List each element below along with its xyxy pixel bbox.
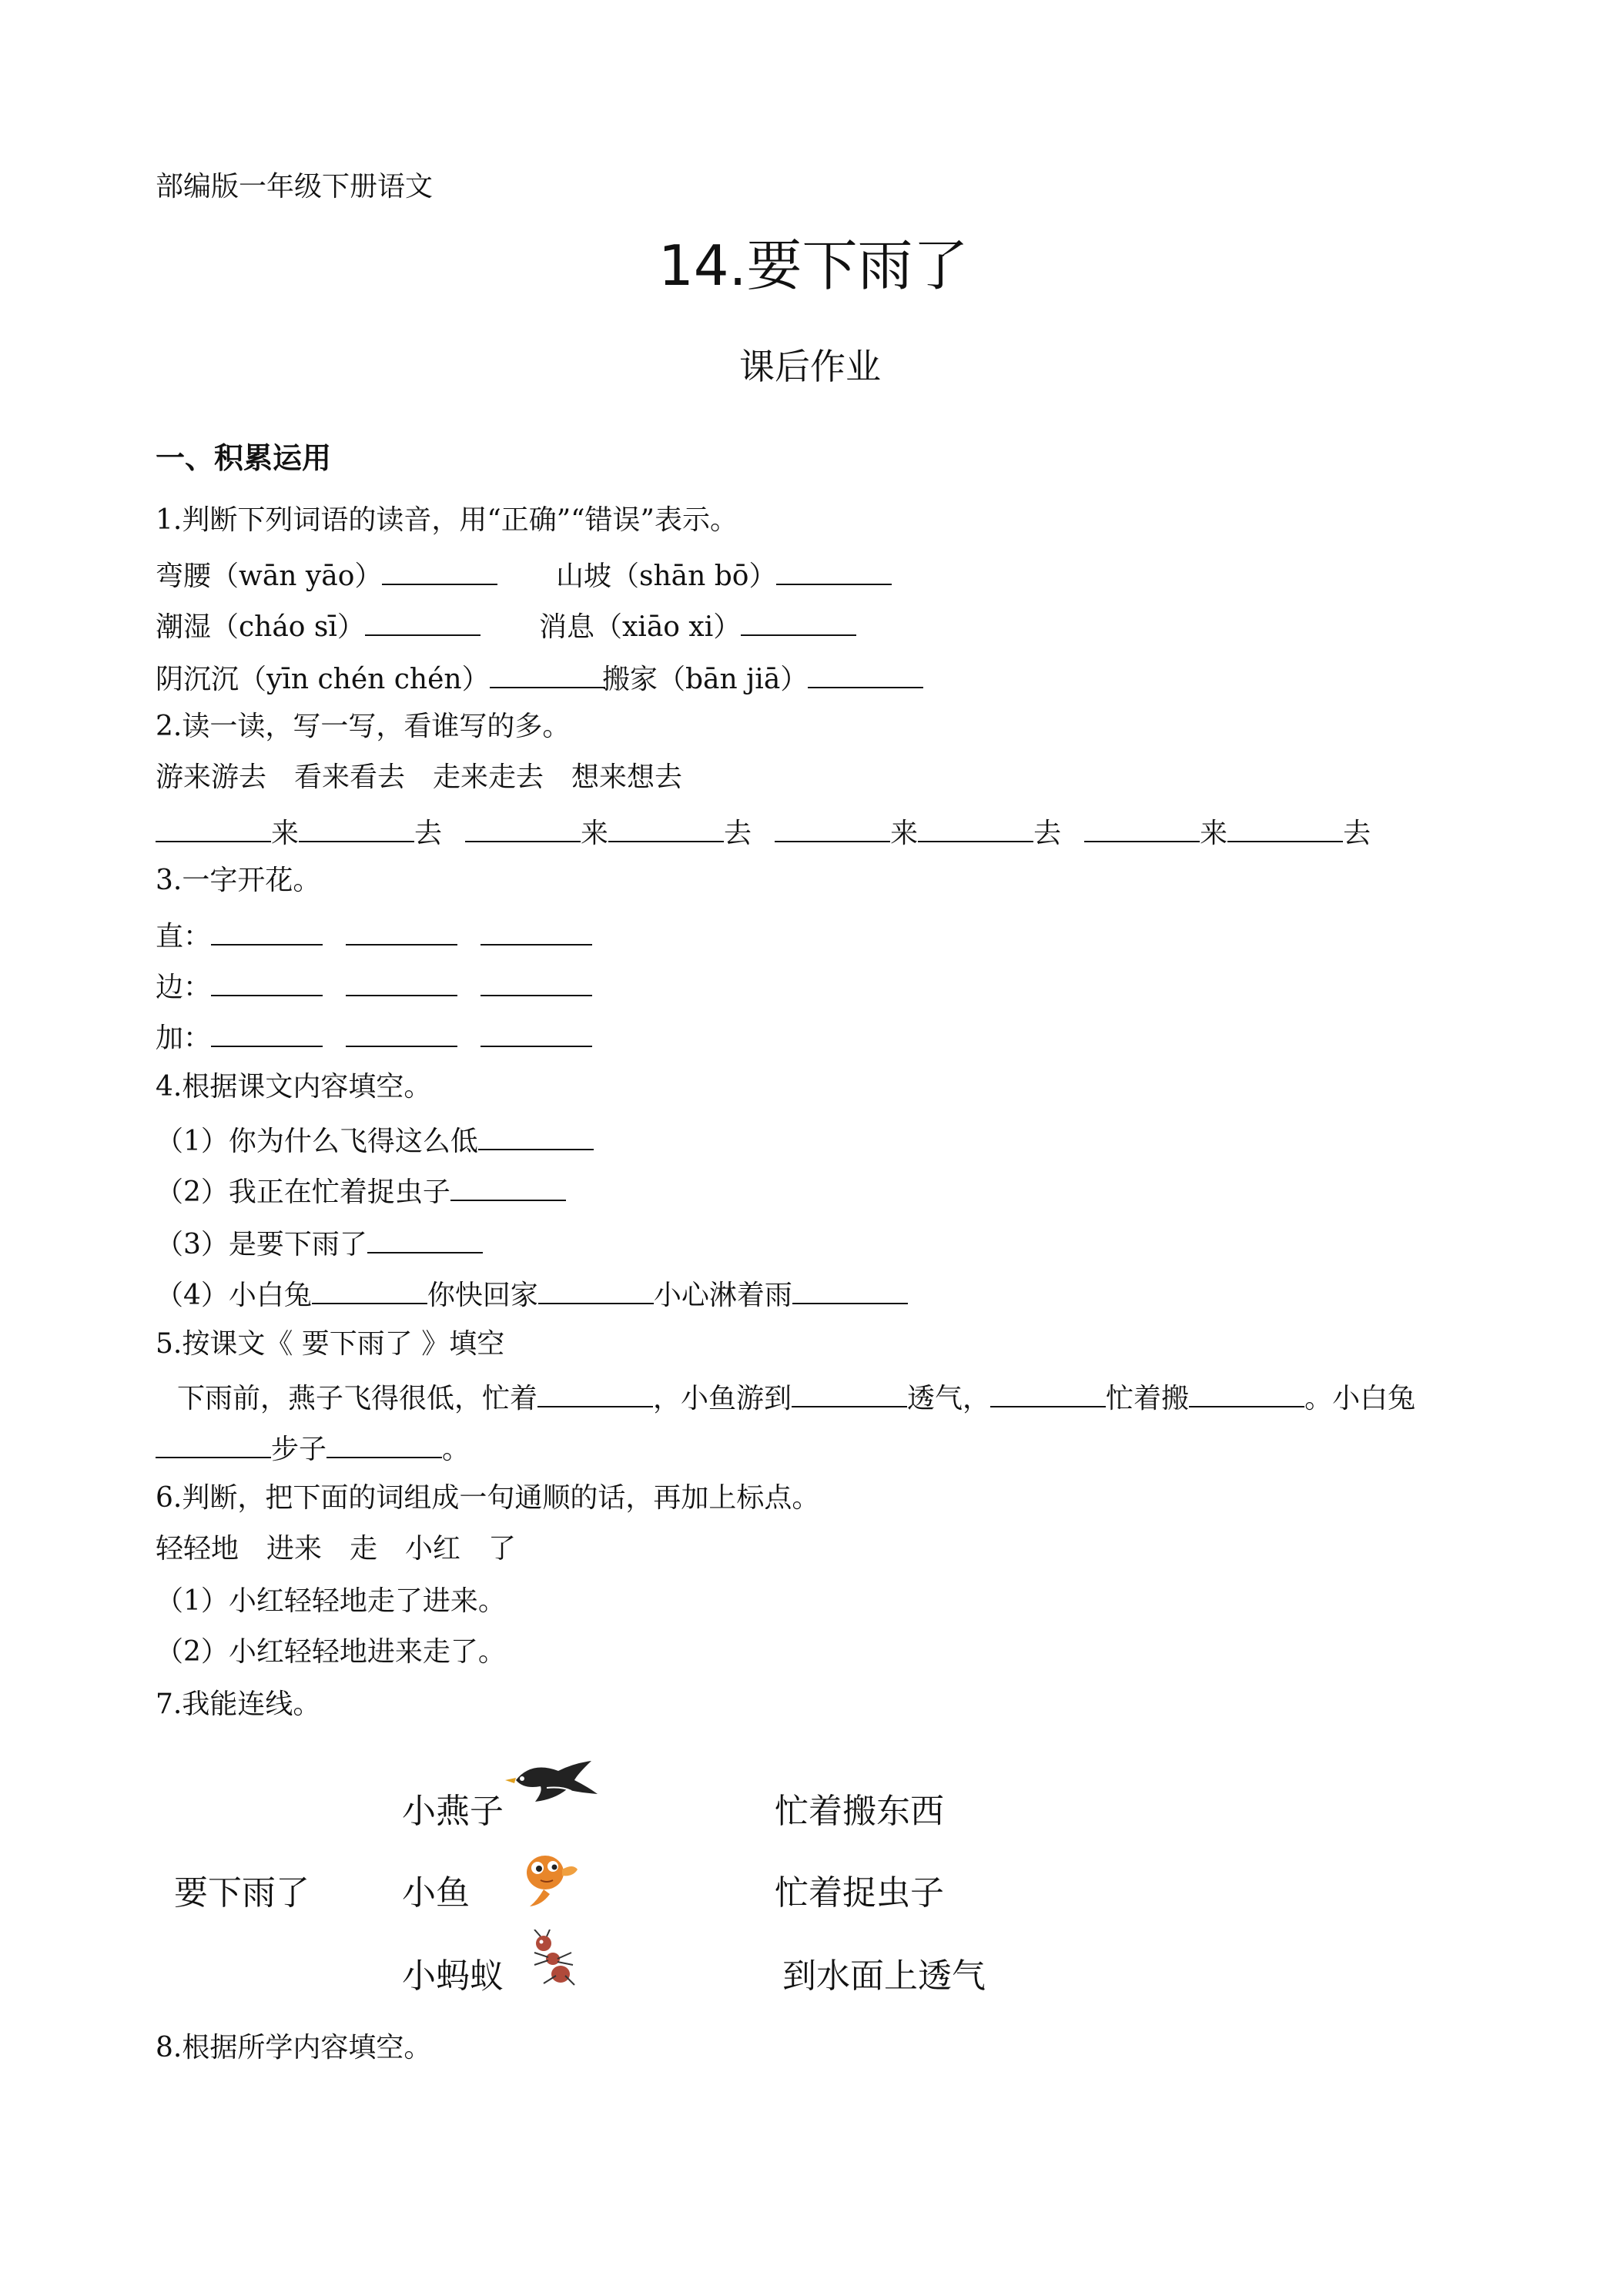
page-title: 14.要下雨了 bbox=[658, 233, 969, 298]
q7-left-label[interactable]: 要下雨了 bbox=[174, 1873, 310, 1913]
answer-blank[interactable] bbox=[808, 661, 923, 688]
q6-option1: （1）小红轻轻地走了进来。 bbox=[156, 1585, 506, 1617]
q4-item4: （4）小白兔 你快回家 小心淋着雨 bbox=[156, 1277, 908, 1311]
swallow-icon bbox=[501, 1757, 599, 1811]
q1-prompt: 1.判断下列词语的读音，用“正确”“错误”表示。 bbox=[156, 504, 738, 536]
q5-line2: 步子 。 bbox=[156, 1431, 470, 1465]
doc-header: 部编版一年级下册语文 bbox=[156, 171, 434, 202]
answer-blank[interactable] bbox=[918, 815, 1033, 842]
answer-blank[interactable] bbox=[365, 608, 481, 636]
answer-blank[interactable] bbox=[990, 1380, 1106, 1407]
answer-blank[interactable] bbox=[1084, 815, 1200, 842]
answer-blank[interactable] bbox=[156, 1431, 271, 1458]
answer-blank[interactable] bbox=[481, 969, 592, 996]
answer-blank[interactable] bbox=[775, 815, 890, 842]
q6-option2: （2）小红轻轻地进来走了。 bbox=[156, 1636, 506, 1668]
page-subtitle: 课后作业 bbox=[739, 346, 881, 387]
answer-blank[interactable] bbox=[450, 1173, 566, 1201]
q4-item2: （2）我正在忙着捉虫子 bbox=[156, 1173, 566, 1208]
answer-blank[interactable] bbox=[156, 815, 271, 842]
q1-row3-right: 搬家（bān jiā） bbox=[602, 661, 923, 695]
q3-row-bian: 边： bbox=[156, 969, 592, 1003]
answer-blank[interactable] bbox=[465, 815, 581, 842]
answer-blank[interactable] bbox=[537, 1380, 653, 1407]
q2-prompt: 2.读一读，写一写，看谁写的多。 bbox=[156, 711, 571, 742]
q6-words: 轻轻地 进来 走 小红 了 bbox=[156, 1533, 517, 1565]
answer-blank[interactable] bbox=[481, 1019, 592, 1047]
q4-item1: （1）你为什么飞得这么低 bbox=[156, 1123, 594, 1157]
q5-prompt: 5.按课文《 要下雨了 》填空 bbox=[156, 1328, 505, 1360]
q7-animal-ant[interactable]: 小蚂蚁 bbox=[402, 1956, 504, 1996]
q3-prompt: 3.一字开花。 bbox=[156, 865, 321, 896]
q1-row2-left: 潮湿（cháo sī） bbox=[156, 608, 481, 643]
q7-action-carry[interactable]: 忙着搬东西 bbox=[775, 1792, 944, 1831]
answer-blank[interactable] bbox=[367, 1226, 483, 1253]
answer-blank[interactable] bbox=[346, 918, 457, 946]
q7-animal-fish[interactable]: 小鱼 bbox=[402, 1873, 470, 1913]
q7-action-breathe[interactable]: 到水面上透气 bbox=[782, 1956, 986, 1996]
answer-blank[interactable] bbox=[478, 1123, 594, 1150]
q1-row2-right: 消息（xiāo xi） bbox=[539, 608, 856, 643]
answer-blank[interactable] bbox=[211, 918, 323, 946]
q4-item3: （3）是要下雨了 bbox=[156, 1226, 483, 1260]
q8-prompt: 8.根据所学内容填空。 bbox=[156, 2032, 432, 2063]
q1-row1-right: 山坡（shān bō） bbox=[556, 557, 892, 592]
q5-line1: 下雨前，燕子飞得很低，忙着 ，小鱼游到 透气， 忙着搬 。小白兔 bbox=[177, 1380, 1415, 1414]
answer-blank[interactable] bbox=[211, 1019, 323, 1047]
answer-blank[interactable] bbox=[299, 815, 414, 842]
q4-prompt: 4.根据课文内容填空。 bbox=[156, 1071, 432, 1103]
q7-action-catch[interactable]: 忙着捉虫子 bbox=[775, 1873, 944, 1913]
answer-blank[interactable] bbox=[326, 1431, 442, 1458]
answer-blank[interactable] bbox=[776, 557, 892, 585]
q1-row3-left: 阴沉沉（yīn chén chén） bbox=[156, 661, 605, 695]
answer-blank[interactable] bbox=[211, 969, 323, 996]
answer-blank[interactable] bbox=[346, 969, 457, 996]
answer-blank[interactable] bbox=[608, 815, 724, 842]
answer-blank[interactable] bbox=[346, 1019, 457, 1047]
section-heading: 一、积累运用 bbox=[156, 441, 332, 475]
answer-blank[interactable] bbox=[538, 1277, 654, 1304]
answer-blank[interactable] bbox=[792, 1380, 907, 1407]
q7-prompt: 7.我能连线。 bbox=[156, 1689, 321, 1720]
answer-blank[interactable] bbox=[1189, 1380, 1304, 1407]
answer-blank[interactable] bbox=[490, 661, 605, 688]
answer-blank[interactable] bbox=[382, 557, 497, 585]
answer-blank[interactable] bbox=[1227, 815, 1343, 842]
answer-blank[interactable] bbox=[792, 1277, 908, 1304]
q7-animal-swallow[interactable]: 小燕子 bbox=[402, 1792, 504, 1831]
fish-icon bbox=[514, 1846, 581, 1911]
q1-row1-left: 弯腰（wān yāo） bbox=[156, 557, 497, 592]
answer-blank[interactable] bbox=[312, 1277, 427, 1304]
q6-prompt: 6.判断，把下面的词组成一句通顺的话，再加上标点。 bbox=[156, 1482, 820, 1514]
ant-icon bbox=[524, 1930, 579, 1991]
q3-row-zhi: 直： bbox=[156, 918, 592, 952]
q3-row-jia: 加： bbox=[156, 1019, 592, 1054]
answer-blank[interactable] bbox=[741, 608, 856, 636]
q2-examples: 游来游去 看来看去 走来走去 想来想去 bbox=[156, 761, 683, 793]
q2-fill-row: 来 去 来 去 来 去 来 去 bbox=[156, 815, 1371, 849]
answer-blank[interactable] bbox=[481, 918, 592, 946]
